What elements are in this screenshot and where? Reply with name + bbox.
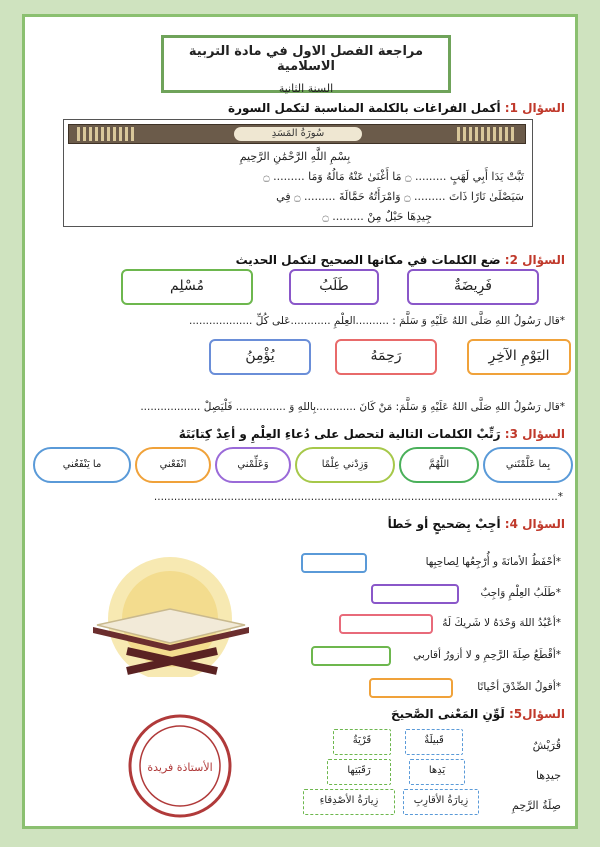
hadith-2-line: *قال رَسُولُ اللهِ صَلَّى اللهُ عَلَيْهِ وَ سَلَّمَ: مَنْ كَانَ ............بِاللهِ وَ ............... فَلْيَصِلْ .................. xyxy=(140,401,565,413)
q5-option-1b[interactable]: قَرْيَةٌ xyxy=(333,729,391,755)
q4-heading xyxy=(388,517,565,531)
hadith-1-line: *قال رَسُولُ اللهِ صَلَّى اللهُ عَلَيْهِ وَ سَلَّمَ : ..........العِلْمِ ............عَلى كُلِّ ................... xyxy=(188,315,565,327)
surah-banner xyxy=(68,124,526,144)
q1-text: أكمل الفراغات بالكلمة المناسبة لتكمل السورة xyxy=(228,101,501,115)
q5-number: السؤال5: xyxy=(508,707,565,721)
tf-answer-box-2[interactable] xyxy=(371,584,459,604)
word-card-rahimahu[interactable]: رَحِمَهُ xyxy=(335,339,437,375)
worksheet-page xyxy=(22,14,578,829)
stamp-text: الأستاذة فريدة xyxy=(147,761,213,774)
verse-line-2: سَيَصْلَىٰ نَارًا ذَاتَ ......... ۝ وَامْرَأَتُهُ حَمَّالَةَ ......... ۝ فِي xyxy=(276,190,524,203)
header-box xyxy=(161,35,451,93)
tf-statement-3: *أعْبُدُ اللهَ وَحْدَهُ لا شَريكَ لَهُ xyxy=(442,617,561,629)
q1-heading xyxy=(228,101,565,115)
teacher-stamp xyxy=(125,711,235,821)
tf-statement-4: *أقْطَعُ صِلَةَ الرَّحِمِ و لا أزورُ أقاربي xyxy=(413,649,561,661)
tf-statement-2: *طَلَبُ العِلْمِ وَاجِبٌ xyxy=(480,587,561,599)
quran-illustration xyxy=(67,547,277,677)
cloud-ma-yanfauni[interactable]: ما يَنْفَعُني xyxy=(33,447,131,483)
q3-number: السؤال 3: xyxy=(504,427,565,441)
q5-option-3a[interactable]: زِيارَةُ الأقارِبِ xyxy=(403,789,479,815)
tf-answer-box-5[interactable] xyxy=(369,678,453,698)
q4-number: السؤال 4: xyxy=(504,517,565,531)
word-card-fareeda[interactable]: فَرِيضَةٌ xyxy=(407,269,539,305)
q5-option-1a[interactable]: قَبيلَةٌ xyxy=(405,729,463,755)
q5-word-2: جيدِها xyxy=(535,769,561,782)
q5-text: لَوِّنِ المَعْنى الصَّحيحَ xyxy=(391,707,505,721)
word-card-al-yawm-al-akhir[interactable]: اليَوْمِ الآخِرِ xyxy=(467,339,571,375)
q5-word-3: صِلَةُ الرَّحِمِ xyxy=(512,799,561,812)
q5-option-2a[interactable]: يَدِها xyxy=(409,759,465,785)
q3-answer-line[interactable]: *......................................................................................................................... xyxy=(153,491,563,503)
cloud-allahumma[interactable]: اللَّهُمَّ xyxy=(399,447,479,483)
word-card-muslim[interactable]: مُسْلِم xyxy=(121,269,253,305)
tf-answer-box-3[interactable] xyxy=(339,614,433,634)
q3-heading xyxy=(179,427,565,441)
word-card-yuminu[interactable]: يُؤْمِنُ xyxy=(209,339,311,375)
verse-line-3: جِيدِهَا حَبْلٌ مِنْ ......... ۝ xyxy=(322,210,432,223)
surah-box xyxy=(63,119,533,227)
tf-answer-box-1[interactable] xyxy=(301,553,367,573)
verse-line-1: تَبَّتْ يَدَا أَبِي لَهَبٍ ......... ۝ مَا أَغْنَىٰ عَنْهُ مَالُهُ وَمَا ......... ۝ xyxy=(263,170,524,183)
q5-option-3b[interactable]: زِيارَةُ الأصْدِقاءِ xyxy=(303,789,395,815)
basmala: بِسْمِ اللَّهِ الرَّحْمَٰنِ الرَّحِيمِ xyxy=(239,150,351,163)
surah-title: سُورَةُ المَسَدِ xyxy=(234,127,362,141)
ornament-left xyxy=(77,127,137,141)
cloud-infani[interactable]: انْفَعْني xyxy=(135,447,211,483)
q5-word-1: قُرَيْشٌ xyxy=(532,739,561,752)
tf-statement-5: *أقولُ الصِّدْقَ أحْيانًا xyxy=(477,681,561,693)
q4-text: أجِبْ بِصَحيحٍ أو خَطأ xyxy=(387,517,501,531)
cloud-bima-allamtani[interactable]: بِما عَلَّمْتَني xyxy=(483,447,573,483)
q2-number: السؤال 2: xyxy=(504,253,565,267)
worksheet-title: مراجعة الفصل الاول في مادة التربية الاسلامية xyxy=(188,44,424,74)
cloud-wa-allimni[interactable]: وَعَلِّمْني xyxy=(215,447,291,483)
q2-text: ضع الكلمات في مكانها الصحيح لتكمل الحديث xyxy=(235,253,501,267)
ornament-right xyxy=(457,127,517,141)
q5-option-2b[interactable]: رَقَبَتِها xyxy=(327,759,391,785)
word-card-talab[interactable]: طَلَبُ xyxy=(289,269,379,305)
cloud-wa-zidni-ilma[interactable]: وَزِدْني عِلْمًا xyxy=(295,447,395,483)
q1-number: السؤال 1: xyxy=(504,101,565,115)
q2-heading xyxy=(236,253,565,267)
q5-heading xyxy=(391,707,565,721)
tf-answer-box-4[interactable] xyxy=(311,646,391,666)
grade-label: السنة الثانية xyxy=(278,82,334,95)
q3-text: رَتِّبْ الكلمات التالية لتحصل على دُعاءِ العِلْمِ و أعِدْ كِتابَتَهُ xyxy=(178,427,501,441)
tf-statement-1: *أحْفَظُ الأمانَةَ و أُرْجِعُها لِصاحِبِها xyxy=(425,556,561,568)
